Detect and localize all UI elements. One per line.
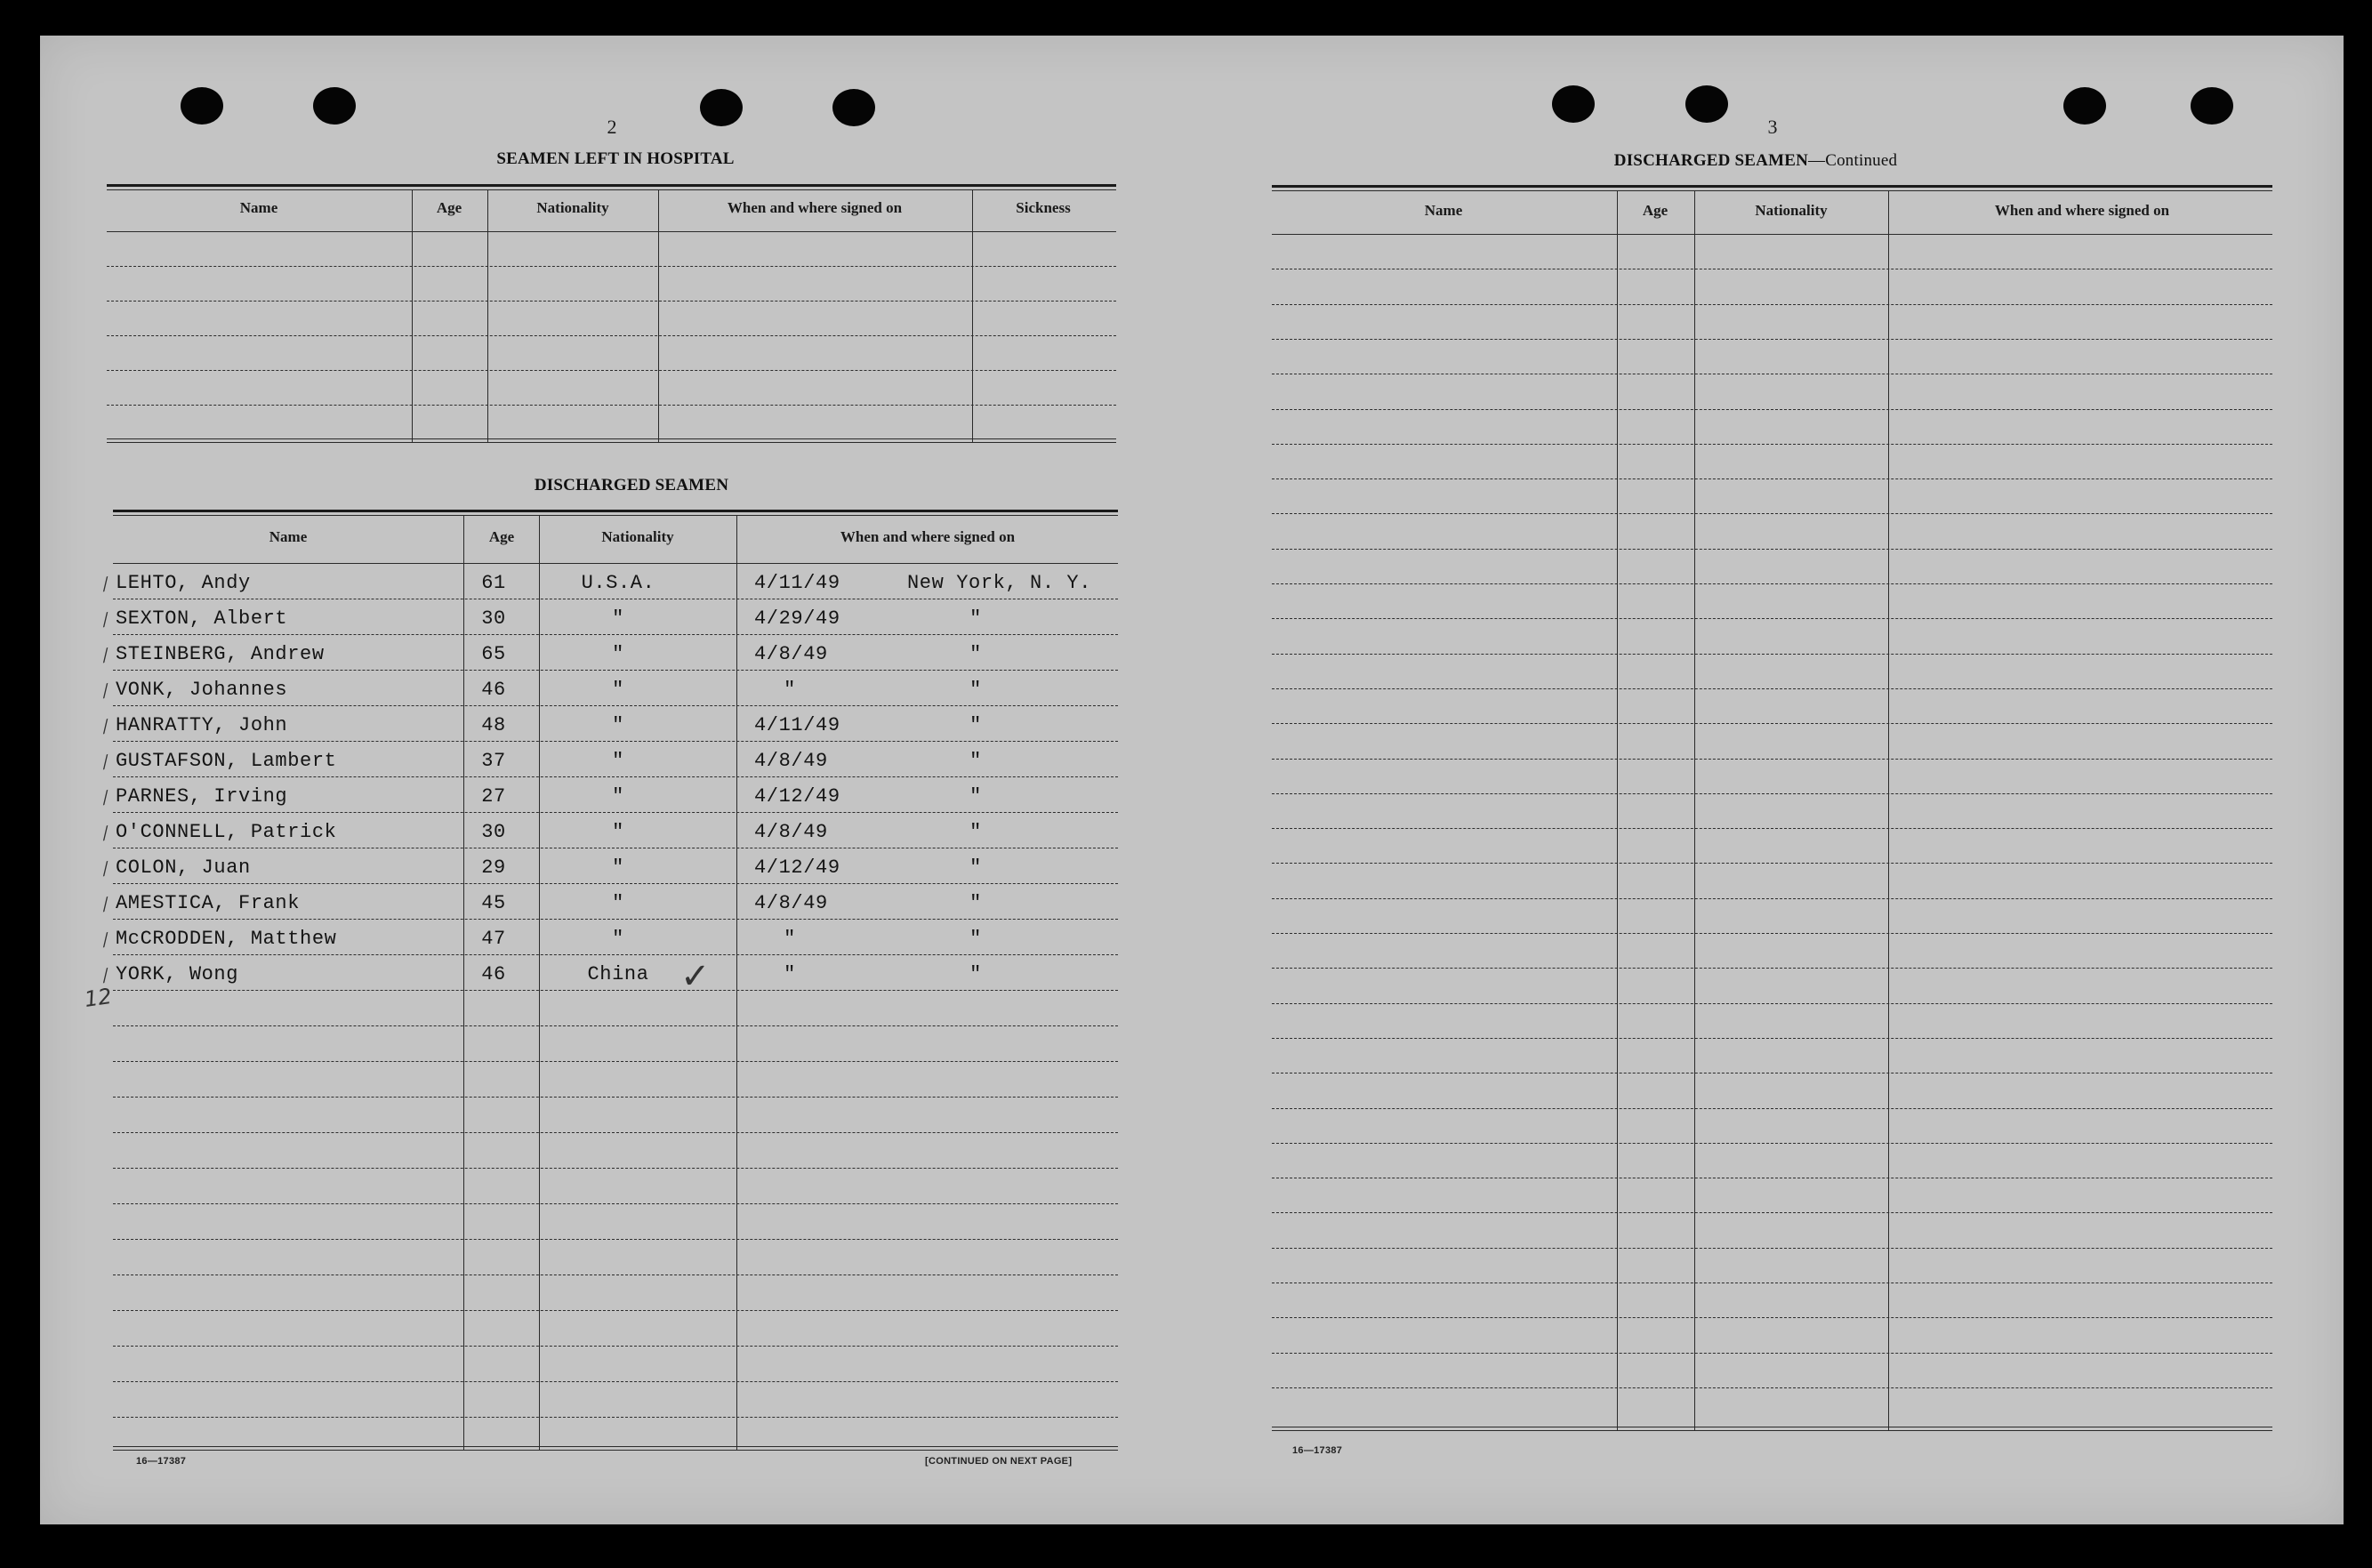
row-line [113,1097,1118,1098]
seaman-nationality: U.S.A. [581,572,655,594]
seaman-name: PARNES, Irving [116,785,288,808]
row-line [113,670,1118,671]
binder-hole [181,87,223,125]
signed-on-place: " [969,856,982,879]
seaman-age: 37 [481,750,506,772]
form-number-left: 16—17387 [136,1456,187,1467]
form-number-right: 16—17387 [1292,1445,1343,1456]
signed-on-place: New York, N. Y. [907,572,1092,594]
seaman-nationality: " [612,821,624,843]
table-top-rule-2 [113,515,1118,516]
row-line [1272,654,2272,655]
signed-on-date: 4/8/49 [754,892,828,914]
row-line [113,919,1118,920]
row-line [1272,583,2272,584]
row-line [1272,1317,2272,1318]
column-header: When and where signed on [840,528,1016,545]
seaman-age: 27 [481,785,506,808]
signed-on-date: " [784,928,796,950]
row-line [1272,1387,2272,1388]
row-line [113,1381,1118,1382]
row-line [107,335,1116,336]
signed-on-place: " [969,679,982,701]
row-line [1272,1038,2272,1039]
continued-title-main: DISCHARGED SEAMEN [1613,151,1809,170]
row-line [113,634,1118,635]
row-line [1272,898,2272,899]
seaman-age: 46 [481,679,506,701]
table-bottom-rule-2 [107,442,1116,443]
row-line [113,741,1118,742]
document-sheet [40,36,2344,1524]
seaman-name: LEHTO, Andy [116,572,251,594]
table-bottom-rule-2 [113,1450,1118,1451]
binder-hole [1685,85,1728,123]
row-line [1272,1212,2272,1213]
table-top-rule [1272,185,2272,188]
seaman-age: 61 [481,572,506,594]
seaman-nationality: " [612,892,624,914]
binder-hole [700,89,743,126]
seaman-nationality: " [612,785,624,808]
row-line [1272,409,2272,410]
row-line [1272,723,2272,724]
signed-on-place: " [969,714,982,736]
check-tick-mark: ⁄ [101,858,110,880]
column-header: Sickness [1016,199,1071,216]
row-line [113,1239,1118,1240]
row-line [1272,444,2272,445]
signed-on-date: " [784,963,796,985]
header-bottom-rule [113,563,1118,564]
row-line [1272,828,2272,829]
row-line [1272,1003,2272,1004]
hospital-section-title: SEAMEN LEFT IN HOSPITAL [496,149,735,168]
row-line [113,1132,1118,1133]
seaman-name: O'CONNELL, Patrick [116,821,337,843]
row-line [1272,1353,2272,1354]
row-line [107,405,1116,406]
row-line [113,1061,1118,1062]
row-line [1272,549,2272,550]
column-header: Name [239,199,278,216]
row-line [1272,933,2272,934]
table-bottom-rule-2 [1272,1430,2272,1431]
check-tick-mark: ⁄ [101,609,110,631]
column-divider [1694,190,1695,1430]
column-header: Nationality [601,528,674,545]
seaman-age: 48 [481,714,506,736]
column-header: When and where signed on [1994,202,2170,219]
table-top-rule [107,184,1116,187]
column-header: Nationality [536,199,609,216]
signed-on-date: " [784,679,796,701]
row-line [1272,968,2272,969]
pencil-check-mark: ✓ [680,956,711,997]
column-header: Name [269,528,308,545]
row-line [113,990,1118,991]
signed-on-date: 4/12/49 [754,856,840,879]
page-number-left: 2 [607,116,617,138]
check-tick-mark: ⁄ [101,894,110,915]
seaman-age: 45 [481,892,506,914]
table-top-rule [113,510,1118,512]
column-header: Age [436,199,462,216]
seaman-name: YORK, Wong [116,963,239,985]
seaman-age: 29 [481,856,506,879]
pencil-count-note: 12 [83,984,114,1012]
signed-on-date: 4/8/49 [754,821,828,843]
row-line [113,1168,1118,1169]
binder-hole [832,89,875,126]
seaman-name: McCRODDEN, Matthew [116,928,337,950]
signed-on-place: " [969,750,982,772]
table-top-rule-2 [1272,190,2272,191]
seaman-nationality: " [612,856,624,879]
page-number-right: 3 [1767,116,1778,138]
column-header: Age [488,528,515,545]
row-line [1272,688,2272,689]
check-tick-mark: ⁄ [101,574,110,595]
column-header: Age [1642,202,1668,219]
check-tick-mark: ⁄ [101,680,110,702]
row-line [113,776,1118,777]
signed-on-place: " [969,821,982,843]
row-line [113,1310,1118,1311]
seaman-nationality: China [587,963,649,985]
signed-on-place: " [969,963,982,985]
signed-on-date: 4/8/49 [754,643,828,665]
row-line [1272,863,2272,864]
check-tick-mark: ⁄ [101,823,110,844]
binder-hole [313,87,356,125]
seaman-age: 30 [481,821,506,843]
row-line [113,1025,1118,1026]
table-top-rule-2 [107,189,1116,190]
signed-on-place: " [969,643,982,665]
row-line [1272,618,2272,619]
row-line [113,883,1118,884]
row-line [1272,1108,2272,1109]
seaman-nationality: " [612,714,624,736]
row-line [1272,793,2272,794]
continued-section-title [1614,151,1897,171]
seaman-nationality: " [612,928,624,950]
check-tick-mark: ⁄ [101,965,110,986]
row-line [107,266,1116,267]
column-header: Name [1424,202,1463,219]
seaman-nationality: " [612,750,624,772]
seaman-name: AMESTICA, Frank [116,892,301,914]
check-tick-mark: ⁄ [101,929,110,951]
signed-on-place: " [969,892,982,914]
seaman-name: VONK, Johannes [116,679,288,701]
binder-hole [2063,87,2106,125]
seaman-name: HANRATTY, John [116,714,288,736]
column-header: When and where signed on [727,199,903,216]
check-tick-mark: ⁄ [101,787,110,808]
row-line [1272,759,2272,760]
signed-on-place: " [969,607,982,630]
signed-on-date: 4/8/49 [754,750,828,772]
row-line [113,812,1118,813]
seaman-name: SEXTON, Albert [116,607,288,630]
seaman-nationality: " [612,679,624,701]
signed-on-date: 4/11/49 [754,572,840,594]
row-line [1272,304,2272,305]
check-tick-mark: ⁄ [101,716,110,737]
row-line [113,1346,1118,1347]
seaman-age: 65 [481,643,506,665]
signed-on-date: 4/12/49 [754,785,840,808]
column-divider [1617,190,1618,1430]
signed-on-place: " [969,785,982,808]
seaman-age: 30 [481,607,506,630]
row-line [113,705,1118,706]
signed-on-date: 4/29/49 [754,607,840,630]
row-line [1272,1248,2272,1249]
seaman-nationality: " [612,607,624,630]
seaman-age: 47 [481,928,506,950]
row-line [113,1417,1118,1418]
row-line [1272,339,2272,340]
signed-on-place: " [969,928,982,950]
continued-title-suffix: —Continued [1808,151,1898,170]
table-bottom-rule [113,1446,1118,1447]
row-line [113,954,1118,955]
column-header: Nationality [1755,202,1828,219]
check-tick-mark: ⁄ [101,645,110,666]
row-line [1272,478,2272,479]
check-tick-mark: ⁄ [101,752,110,773]
header-bottom-rule [107,231,1116,232]
row-line [113,1203,1118,1204]
binder-hole [1552,85,1595,123]
seaman-nationality: " [612,643,624,665]
column-divider [1888,190,1889,1430]
seaman-age: 46 [481,963,506,985]
binder-hole [2191,87,2233,125]
row-line [1272,513,2272,514]
discharged-section-title: DISCHARGED SEAMEN [534,476,729,495]
header-bottom-rule [1272,234,2272,235]
signed-on-date: 4/11/49 [754,714,840,736]
seaman-name: STEINBERG, Andrew [116,643,325,665]
row-line [107,301,1116,302]
continued-note: [CONTINUED ON NEXT PAGE] [925,1456,1073,1467]
seaman-name: COLON, Juan [116,856,251,879]
row-line [107,370,1116,371]
seaman-name: GUSTAFSON, Lambert [116,750,337,772]
row-line [1272,1143,2272,1144]
table-bottom-rule [107,438,1116,439]
